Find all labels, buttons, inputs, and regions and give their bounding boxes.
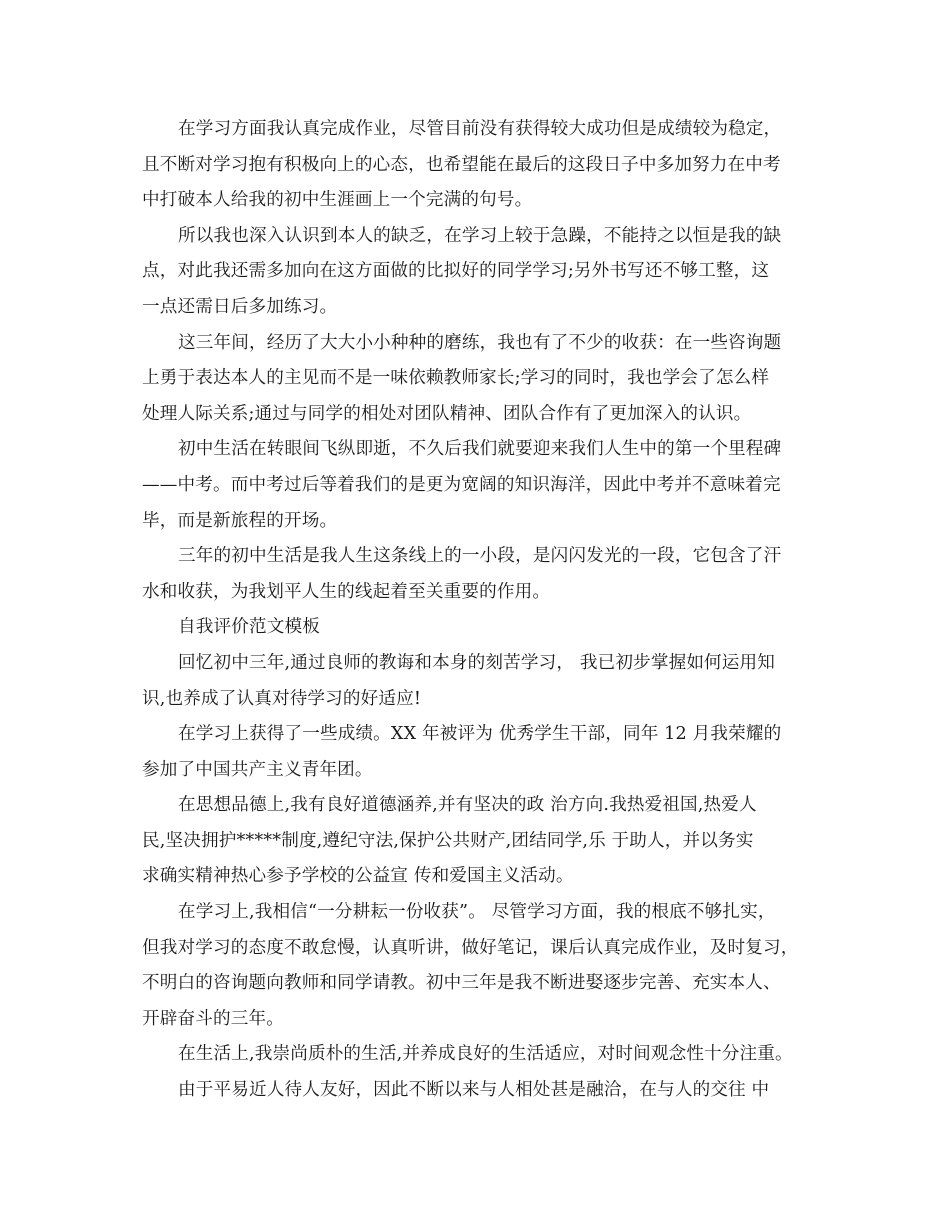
text-line: 这三年间，经历了大大小小种种的磨练，我也有了不少的收获：在一些咨询题 bbox=[178, 332, 782, 353]
document-body bbox=[142, 112, 827, 1109]
text-line: 在学习上获得了一些成绩。XX 年被评为 优秀学生干部，同年 12 月我荣耀的 bbox=[178, 724, 782, 745]
text-line: 且不断对学习抱有积极向上的心态，也希望能在最后的这段日子中多加努力在中考 bbox=[142, 154, 781, 175]
text-line: 不明白的咨询题向教师和同学请教。初中三年是我不断进娶逐步完善、充实本人、 bbox=[142, 973, 781, 994]
text-line: 所以我也深入认识到本人的缺乏，在学习上较于急躁，不能持之以恒是我的缺 bbox=[178, 225, 782, 246]
text-line: 在思想品德上,我有良好道德涵养,并有坚决的政 治方向.我热爱祖国,热爱人 bbox=[178, 795, 757, 816]
text-line: 毕，而是新旅程的开场。 bbox=[142, 510, 338, 531]
text-line: 在学习方面我认真完成作业，尽管目前没有获得较大成功但是成绩较为稳定， bbox=[178, 119, 782, 139]
text-line: 识,也养成了认真对待学习的好适应! bbox=[142, 688, 422, 709]
text-line: 上勇于表达本人的主见而不是一味依赖教师家长;学习的同时，我也学会了怎么样 bbox=[142, 368, 770, 389]
text-line: 点，对此我还需多加向在这方面做的比拟好的同学学习;另外书写还不够工整，这 bbox=[142, 261, 770, 282]
text-line: 但我对学习的态度不敢怠慢，认真听讲，做好笔记，课后认真完成作业，及时复习， bbox=[142, 937, 799, 958]
text-line: ——中考。而中考过后等着我们的是更为宽阔的知识海洋，因此中考并不意味着完 bbox=[142, 474, 781, 495]
text-line: 在学习上,我相信“一分耕耘一份收获”。 尽管学习方面，我的根底不够扎实， bbox=[178, 902, 776, 923]
text-line: 三年的初中生活是我人生这条线上的一小段，是闪闪发光的一段，它包含了汗 bbox=[178, 546, 782, 567]
section-heading: 自我评价范文模板 bbox=[178, 617, 320, 638]
text-line: 民,坚决拥护*****制度,遵纪守法,保护公共财产,团结同学,乐 于助人，并以务实 bbox=[142, 830, 754, 851]
text-line: 在生活上,我崇尚质朴的生活,并养成良好的生活适应，对时间观念性十分注重。 bbox=[178, 1044, 793, 1065]
text-line: 回忆初中三年,通过良师的教诲和本身的刻苦学习， 我已初步掌握如何运用知 bbox=[178, 652, 776, 673]
text-line: 参加了中国共产主义青年团。 bbox=[142, 759, 373, 780]
text-line: 一点还需日后多加练习。 bbox=[142, 296, 338, 317]
text-line: 开辟奋斗的三年。 bbox=[142, 1008, 284, 1029]
text-line: 初中生活在转眼间飞纵即逝，不久后我们就要迎来我们人生中的第一个里程碑 bbox=[178, 439, 782, 460]
text-line: 中打破本人给我的初中生涯画上一个完满的句号。 bbox=[142, 190, 533, 211]
text-line: 求确实精神热心参予学校的公益宣 传和爱国主义活动。 bbox=[142, 866, 574, 887]
text-line: 水和收获，为我划平人生的线起着至关重要的作用。 bbox=[142, 581, 551, 602]
text-line: 处理人际关系;通过与同学的相处对团队精神、团队合作有了更加深入的认识。 bbox=[142, 403, 752, 424]
text-line: 由于平易近人待人友好，因此不断以来与人相处甚是融洽，在与人的交往 中 bbox=[178, 1080, 770, 1101]
